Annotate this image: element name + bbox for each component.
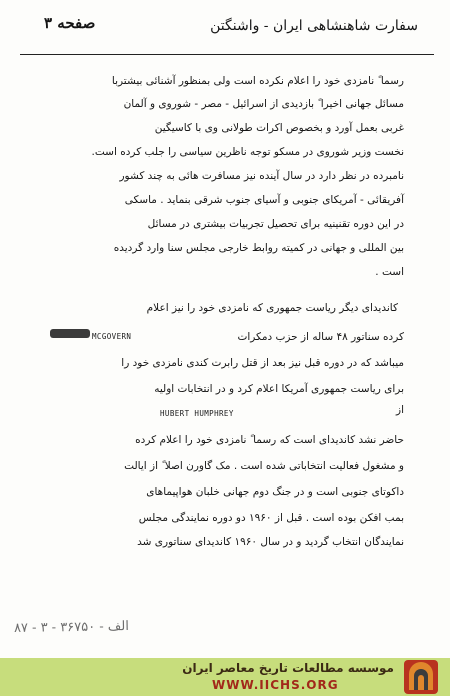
institute-logo-icon xyxy=(404,660,438,694)
body-line: و مشغول فعالیت انتخاباتی شده است . مک گاورن اصلا ً از ایالت xyxy=(124,460,404,472)
header-rule xyxy=(20,54,434,55)
latin-name-humphrey: HUBERT HUMPHREY xyxy=(160,409,234,418)
body-line: در این دوره تقنینیه برای تحصیل تجربیات بیشتری در مسائل xyxy=(147,218,404,230)
body-line: برای ریاست جمهوری آمریکا اعلام کرد و در انتخابات اولیه xyxy=(154,383,404,395)
page-number-label: صفحه ۳ xyxy=(44,14,96,32)
body-line: نخست وزیر شوروی در مسکو توجه ناظرین سیاسی را جلب کرده است. xyxy=(91,146,404,158)
latin-name-mcgovern: MCGOVERN xyxy=(92,332,132,341)
body-line: میباشد که در دوره قبل نیز بعد از قتل رابرت کندی نامزدی خود را xyxy=(121,357,404,369)
body-line: داکوتای جنوبی است و در جنگ دوم جهانی خلبان هواپیماهای xyxy=(146,486,404,498)
body-line: کاندیدای دیگر ریاست جمهوری که نامزدی خود را نیز اعلام xyxy=(146,302,398,314)
body-line: است . xyxy=(375,266,404,278)
body-line: مسائل جهانی اخیرا ً بازدیدی از اسرائیل - مصر - شوروی و آلمان xyxy=(123,98,404,110)
body-line: نامبرده در نظر دارد در سال آینده نیز مسافرت هائی به چند کشور xyxy=(119,170,404,182)
body-line: رسما ً نامزدی خود را اعلام نکرده است ولی بمنظور آشنائی بیشتربا xyxy=(111,75,404,87)
institute-url[interactable]: WWW.IICHS.ORG xyxy=(212,678,339,692)
body-line: بین المللی و جهانی در کمیته روابط خارجی مجلس سنا وارد گردیده xyxy=(113,242,404,254)
handwritten-reference: ۸۷ - ۳ - ۳۶۷۵۰ - الف xyxy=(13,618,129,637)
ink-blot xyxy=(50,329,90,338)
body-line: غربی بعمل آورد و بخصوص اکرات طولانی وی با کاسیگین xyxy=(154,122,404,134)
body-line: آفریقائی - آمریکای جنوبی و آسیای جنوب شرقی بنماید . ماسکی xyxy=(124,194,404,206)
archive-footer xyxy=(0,658,450,696)
body-line: نمایندگان انتخاب گردید و در سال ۱۹۶۰ کاندیدای سناتوری شد xyxy=(137,536,404,548)
body-line: کرده سناتور ۴۸ ساله از حزب دمکرات xyxy=(237,331,404,343)
body-line: از xyxy=(396,404,404,416)
embassy-letterhead: سفارت شاهنشاهی ایران - واشنگتن xyxy=(210,18,418,34)
body-line: بمب افکن بوده است . قبل از ۱۹۶۰ دو دوره نمایندگی مجلس xyxy=(138,512,404,524)
institute-name: موسسه مطالعات تاریخ معاصر ایران xyxy=(182,661,394,675)
body-line: حاضر نشد کاندیدای است که رسما ً نامزدی خود را اعلام کرده xyxy=(135,434,404,446)
